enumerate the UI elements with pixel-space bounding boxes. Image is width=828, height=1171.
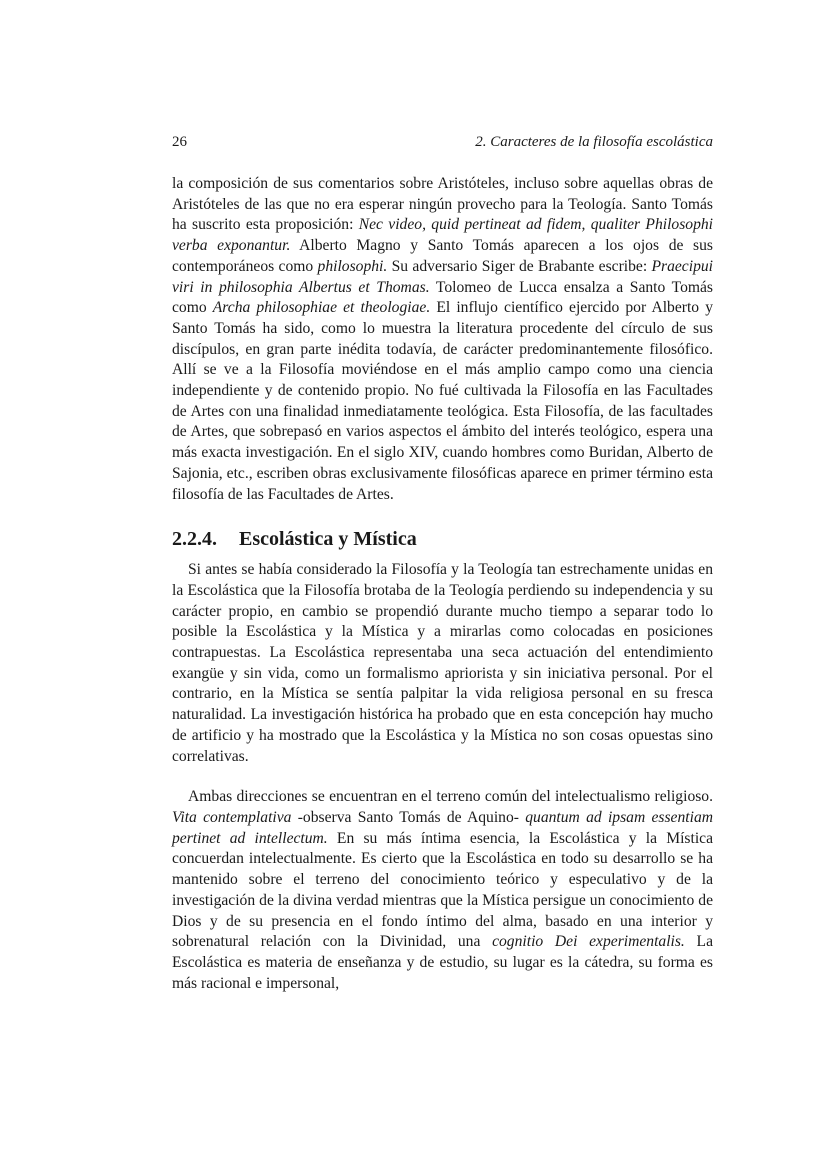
section-title: Escolástica y Mística: [239, 528, 417, 551]
text-run: Tolomeo de Lucca ensalza a Santo Tomás como: [172, 278, 713, 317]
chapter-title: 2. Caracteres de la filosofía escolástica: [475, 134, 713, 150]
text-run: En su más íntima esencia, la Escolástica y la Mística concuerdan intelectualmente. Es cierto que la Escolástica en todo su desarrollo se ha mantenido sobre el terreno del conocimiento teórico y especulativo y de la investigación de la divina verdad mientras que la Mística persigue un conocimiento de Dios y de su presencia en el fondo íntimo del alma, basado en una interior y sobrenatural relación con la Divinidad, una: [172, 829, 713, 951]
italic-phrase: Nec video, quid pertineat ad fidem, qualiter Philosophi verba exponantur.: [172, 216, 714, 255]
text-run: la composición de sus comentarios sobre Aristóteles, incluso sobre aquellas obras de Aristóteles de las que no era esperar ningún provecho para la Teología. Santo Tomás ha suscrito esta proposición:: [172, 175, 713, 234]
text-run: Su adversario Siger de Brabante escribe:: [387, 257, 652, 275]
italic-phrase: philosophi.: [317, 257, 388, 275]
italic-phrase: Archa philosophiae et theologiae.: [212, 299, 431, 317]
text-run: El influjo científico ejercido por Alberto y Santo Tomás ha sido, como lo muestra la literatura procedente del círculo de sus discípulos, en gran parte inédita todavía, de carácter predominantemente filosófico. Allí se ve a la Filosofía moviéndose en el más amplio campo como una ciencia independiente y de contenido propio. No fué cultivada la Filosofía en las Facultades de Artes con una finalidad inmediatamente teológica. Esta Filosofía, de las facultades de Artes, que sobrepasó en varios aspectos el ámbito del interés teológico, espera una más exacta investigación. En el siglo XIV, cuando hombres como Buridan, Alberto de Sajonia, etc., escriben obras exclusivamente filosóficas aparece en primer término esta filosofía de las Facultades de Artes.: [172, 299, 713, 503]
document-page: [172, 132, 713, 994]
italic-phrase: Vita contemplativa: [172, 808, 292, 826]
italic-phrase: Praecipui viri in philosophia Albertus et Thomas.: [172, 257, 713, 296]
running-head: [172, 132, 713, 152]
italic-phrase: cognitio Dei experimentalis.: [492, 933, 685, 951]
section-heading: [172, 526, 713, 552]
text-run: Alberto Magno y Santo Tomás aparecen a los ojos de sus contemporáneos como: [172, 237, 713, 275]
text-run: La Escolástica es materia de enseñanza y de estudio, su lugar es la cátedra, su forma es más racional e impersonal,: [172, 933, 713, 992]
text-run: Si antes se había considerado la Filosofía y la Teología tan estrechamente unidas en la Escolástica que la Filosofía brotaba de la Teología perdiendo su independencia y su carácter propio, en cambio se propendió durante mucho tiempo a separar todo lo posible la Escolástica y la Mística y a mirarlas como colocadas en posiciones contrapuestas. La Escolástica representaba una seca actuación del entendimiento exangüe y sin vida, como un formalismo apriorista y sin iniciativa personal. Por el contrario, en la Mística se sentía palpitar la vida religiosa personal en su fresca naturalidad. La investigación histórica ha probado que en esta concepción hay mucho de artificio y ha mostrado que la Escolástica y la Mística no son cosas opuestas sino correlativas.: [172, 561, 713, 765]
section-number: 2.2.4.: [172, 528, 217, 551]
paragraph-1: [172, 174, 713, 505]
text-run: -observa Santo Tomás de Aquino-: [291, 808, 526, 826]
paragraph-2: [172, 560, 713, 767]
text-run: Ambas direcciones se encuentran en el terreno común del intelectualismo religioso.: [188, 788, 713, 806]
italic-phrase: quantum ad ipsam essentiam pertinet ad intellectum.: [172, 808, 713, 847]
paragraph-3: [172, 787, 713, 994]
page-number: 26: [172, 134, 187, 150]
